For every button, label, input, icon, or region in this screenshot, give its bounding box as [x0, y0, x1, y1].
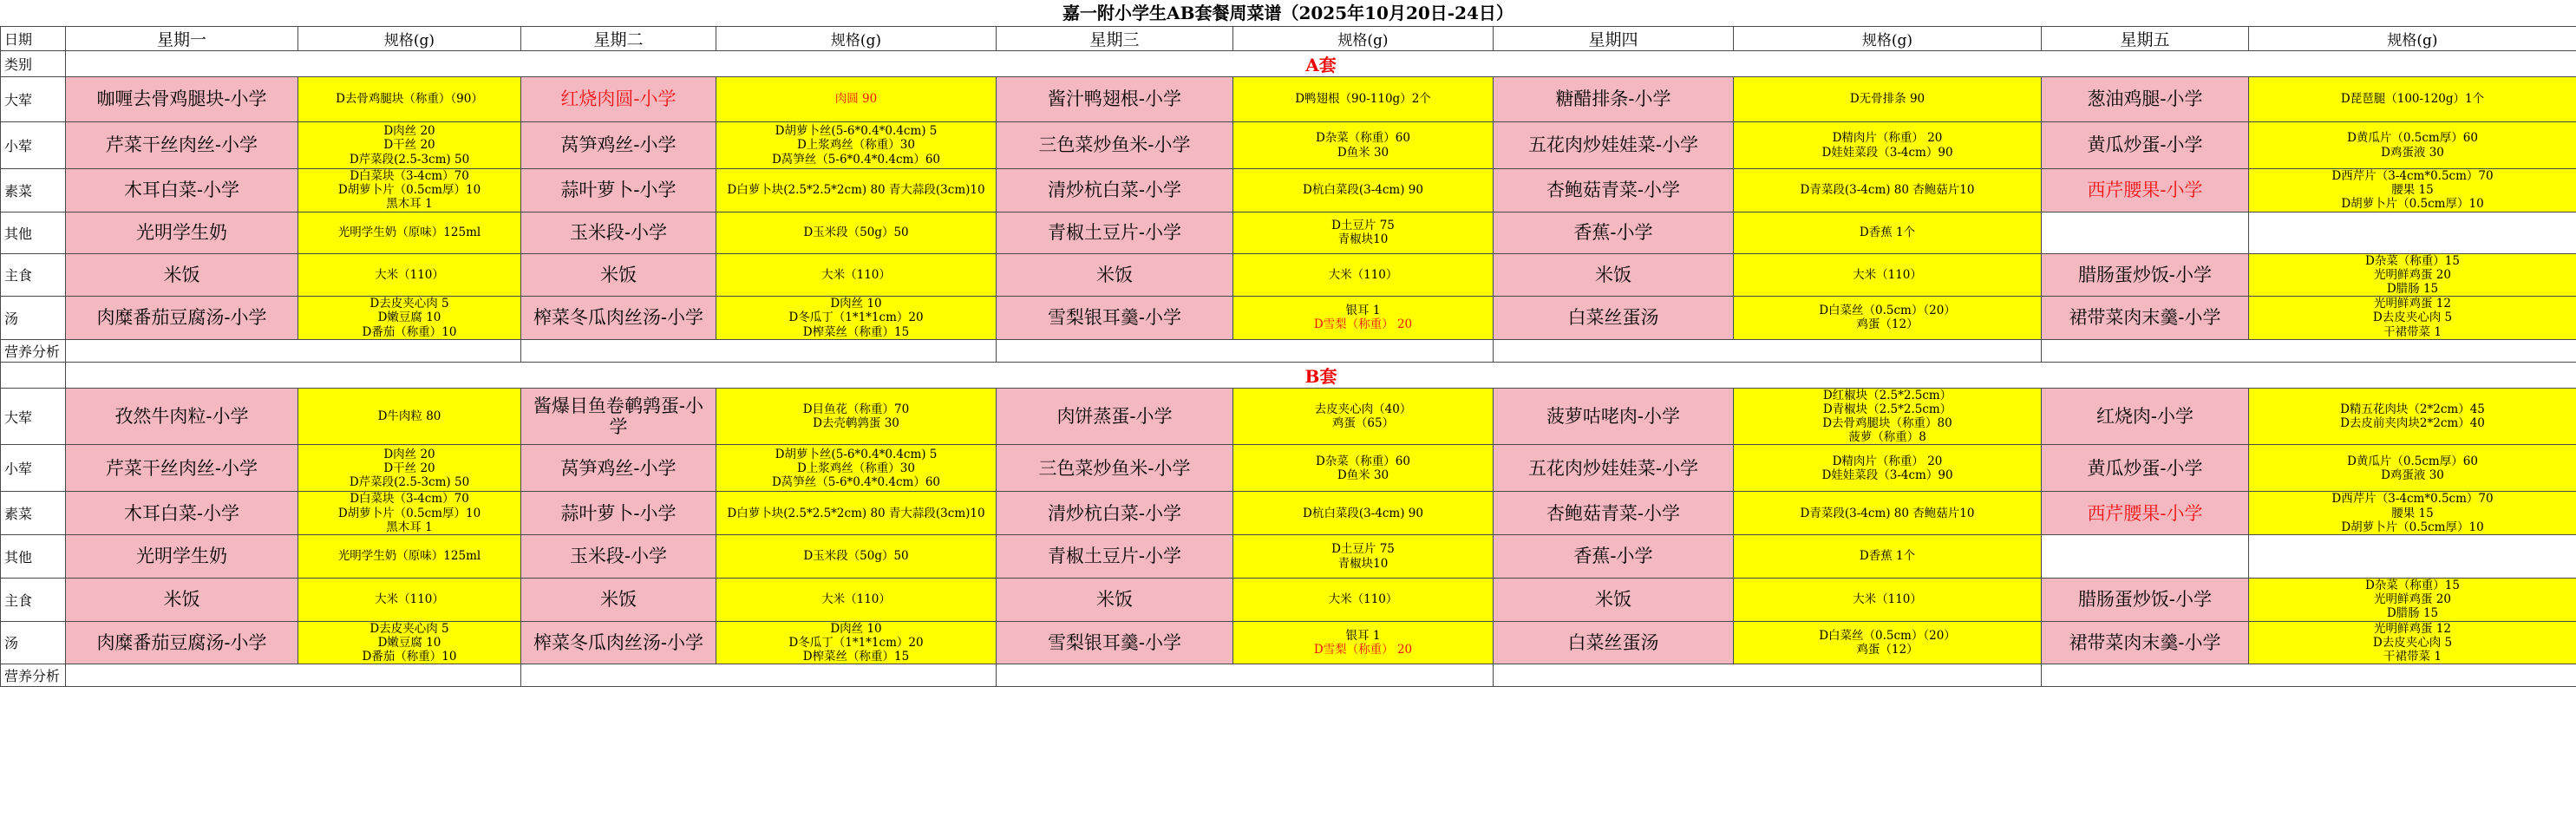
- dish-cell: [66, 253, 298, 297]
- nutrition-cell: [2042, 664, 2576, 687]
- spec-text: D青菜段(3-4cm) 80 杏鲍菇片10: [1800, 506, 1975, 520]
- dish-cell: [997, 253, 1233, 297]
- dish-name: 黄瓜炒蛋-小学: [2087, 134, 2203, 156]
- spec-cell: [1233, 388, 1494, 445]
- dish-name: 清炒杭白菜-小学: [1047, 502, 1182, 524]
- menu-row: [1, 169, 2576, 213]
- dish-name: 米饭: [1595, 264, 1631, 285]
- spec-text: 大米（110）: [375, 267, 444, 282]
- dish-cell: [997, 388, 1233, 445]
- spec-cell: [2249, 212, 2576, 253]
- dish-name: 雪梨银耳羹-小学: [1047, 631, 1182, 653]
- nutrition-cell: [1494, 339, 2042, 362]
- dish-name: 白菜丝蛋汤: [1567, 631, 1659, 653]
- spec-text-highlight: D雪梨（称重） 20: [1313, 317, 1413, 332]
- dish-name: 三色菜炒鱼米-小学: [1038, 457, 1191, 479]
- spec-cell: [1734, 297, 2042, 340]
- spec-text: D青菜段(3-4cm) 80 杏鲍菇片10: [1800, 183, 1975, 198]
- spec-text: D去骨鸡腿块（称重）（90）: [336, 92, 483, 107]
- dish-cell: [1494, 169, 1734, 213]
- dish-name: 米饭: [600, 589, 637, 611]
- spec-text: 去皮夹心肉（40） 鸡蛋（65）: [1314, 402, 1412, 431]
- row-label: 素菜: [1, 169, 66, 213]
- spec-text: D肉丝 10 D冬瓜丁（1*1*1cm）20 D榨菜丝（称重）15: [788, 621, 924, 664]
- spec-cell: [716, 579, 997, 622]
- nutrition-cell: [521, 664, 997, 687]
- dish-cell: [66, 535, 298, 579]
- dish-cell: [2042, 77, 2249, 122]
- spec-text: D胡萝卜丝(5-6*0.4*0.4cm) 5 D上浆鸡丝（称重）30 D莴笋丝（5-6*0.4*0.4cm）60: [771, 447, 941, 490]
- dish-name: 青椒土豆片-小学: [1047, 546, 1182, 567]
- spec-text: D杂菜（称重）15 光明鲜鸡蛋 20 D腊肠 15: [2364, 579, 2460, 621]
- dish-name: 榨菜冬瓜肉丝汤-小学: [533, 307, 704, 329]
- spec-cell: [716, 169, 997, 213]
- category-row: [1, 51, 2576, 77]
- dish-cell: [521, 535, 716, 579]
- dish-cell: [521, 77, 716, 122]
- spec-text: D去皮夹心肉 5 D嫩豆腐 10 D番茄（称重）10: [362, 621, 457, 664]
- spec-text: 大米（110）: [821, 592, 891, 607]
- dish-cell: [997, 122, 1233, 169]
- row-label: 主食: [1, 579, 66, 622]
- dish-name: 咖喱去骨鸡腿块-小学: [96, 88, 267, 110]
- spec-cell: [2249, 169, 2576, 213]
- page-title: 嘉一附小学生AB套餐周菜谱（2025年10月20日-24日）: [1062, 3, 1514, 23]
- spec-cell: [716, 621, 997, 664]
- spec-cell: [298, 212, 521, 253]
- dish-name: 雪梨银耳羹-小学: [1047, 307, 1182, 329]
- set-label: B套: [66, 362, 2576, 388]
- row-label: 营养分析: [1, 339, 66, 362]
- dish-cell: [997, 579, 1233, 622]
- nutrition-cell: [2042, 339, 2576, 362]
- dish-cell: [2042, 122, 2249, 169]
- spec-cell: [1233, 77, 1494, 122]
- dish-cell: [2042, 388, 2249, 445]
- dish-cell: [997, 297, 1233, 340]
- dish-cell: [2042, 297, 2249, 340]
- spec-text: D玉米段（50g）50: [803, 549, 909, 564]
- spec-text: D杂菜（称重）60 D鱼米 30: [1315, 454, 1410, 482]
- dish-name: 玉米段-小学: [569, 546, 668, 567]
- nutrition-row: [1, 339, 2576, 362]
- spec-text: D胡萝卜丝(5-6*0.4*0.4cm) 5 D上浆鸡丝（称重）30 D莴笋丝（5-6*0.4*0.4cm）60: [771, 124, 941, 167]
- spec-cell: [1734, 77, 2042, 122]
- dish-cell: [66, 388, 298, 445]
- dish-cell: [997, 77, 1233, 122]
- spec-text-highlight: D雪梨（称重） 20: [1313, 642, 1413, 657]
- spec-text: D肉丝 10 D冬瓜丁（1*1*1cm）20 D榨菜丝（称重）15: [788, 297, 924, 339]
- spec-text: D白萝卜块(2.5*2.5*2cm) 80 青大蒜段(3cm)10: [727, 506, 985, 520]
- spec-cell: [2249, 253, 2576, 297]
- spec-cell: [298, 122, 521, 169]
- spec-cell: [716, 253, 997, 297]
- spec-cell: [298, 77, 521, 122]
- spec-cell: [2249, 535, 2576, 579]
- dish-name: 孜然牛肉粒-小学: [114, 405, 249, 427]
- spec-cell: [716, 212, 997, 253]
- spec-text: D白菜丝（0.5cm）（20） 鸡蛋（12）: [1819, 628, 1956, 657]
- row-label: 汤: [1, 297, 66, 340]
- menu-row: [1, 122, 2576, 169]
- set-row-blank: [1, 362, 66, 388]
- dish-cell: [66, 492, 298, 535]
- dish-name: 木耳白菜-小学: [123, 180, 240, 201]
- dish-cell: [1494, 535, 1734, 579]
- spec-text: D土豆片 75 青椒块10: [1331, 542, 1395, 571]
- spec-cell: [2249, 579, 2576, 622]
- spec-cell: [2249, 122, 2576, 169]
- spec-cell: [2249, 77, 2576, 122]
- dish-name: 光明学生奶: [136, 546, 227, 567]
- row-label: 大荤: [1, 77, 66, 122]
- dish-name: 米饭: [163, 589, 200, 611]
- dish-cell: [66, 122, 298, 169]
- row-label: 小荤: [1, 445, 66, 492]
- dish-cell: [1494, 77, 1734, 122]
- dish-name: 榨菜冬瓜肉丝汤-小学: [533, 631, 704, 653]
- date-label: 日期: [1, 27, 66, 51]
- set-label: A套: [66, 51, 2576, 77]
- dish-name: 三色菜炒鱼米-小学: [1038, 134, 1191, 156]
- row-label: 素菜: [1, 492, 66, 535]
- spec-text: D去皮夹心肉 5 D嫩豆腐 10 D番茄（称重）10: [362, 297, 457, 339]
- dish-cell: [1494, 621, 1734, 664]
- spec-cell: [716, 535, 997, 579]
- spec-cell: [1233, 253, 1494, 297]
- spec-text: D精五花肉块（2*2cm）45 D去皮前夹肉块2*2cm）40: [2340, 402, 2485, 431]
- spec-cell: [1734, 579, 2042, 622]
- dish-cell: [521, 297, 716, 340]
- spec-text: 大米（110）: [1328, 592, 1398, 607]
- dish-cell: [521, 253, 716, 297]
- dish-name: 光明学生奶: [136, 221, 227, 243]
- spec-text: D鸭翅根（90-110g）2个: [1295, 92, 1431, 107]
- dish-cell: [521, 388, 716, 445]
- dish-cell: [1494, 122, 1734, 169]
- dish-cell: [521, 579, 716, 622]
- dish-cell: [2042, 621, 2249, 664]
- row-label: 大荤: [1, 388, 66, 445]
- spec-cell: [716, 122, 997, 169]
- dish-name: 玉米段-小学: [569, 221, 668, 243]
- spec-text: D黄瓜片（0.5cm厚）60 D鸡蛋液 30: [2347, 131, 2478, 160]
- spec-text: 光明学生奶（原味）125ml: [337, 549, 481, 564]
- spec-text: D香蕉 1个: [1859, 225, 1916, 239]
- dish-name: 芹菜干丝肉丝-小学: [105, 457, 258, 479]
- dish-cell: [997, 445, 1233, 492]
- dish-name: 木耳白菜-小学: [123, 502, 240, 524]
- dish-name: 肉糜番茄豆腐汤-小学: [96, 307, 267, 329]
- day-header: 星期二: [521, 27, 716, 51]
- spec-cell: [1734, 535, 2042, 579]
- menu-row: [1, 253, 2576, 297]
- spec-cell: [2249, 297, 2576, 340]
- spec-header: 规格(g): [716, 27, 997, 51]
- dish-name: 莴笋鸡丝-小学: [560, 457, 677, 479]
- spec-cell: [1233, 492, 1494, 535]
- spec-cell: [1734, 253, 2042, 297]
- spec-header: 规格(g): [298, 27, 521, 51]
- dish-name: 米饭: [1096, 264, 1133, 285]
- dish-name: 莴笋鸡丝-小学: [560, 134, 677, 156]
- spec-text: 大米（110）: [821, 267, 891, 282]
- dish-cell: [1494, 297, 1734, 340]
- row-label: 营养分析: [1, 664, 66, 687]
- spec-text: D杂菜（称重）60 D鱼米 30: [1315, 131, 1410, 160]
- dish-name: 杏鲍菇青菜-小学: [1546, 502, 1681, 524]
- spec-text: D香蕉 1个: [1859, 549, 1916, 564]
- spec-cell: [2249, 621, 2576, 664]
- row-label: 汤: [1, 621, 66, 664]
- spec-cell: [298, 445, 521, 492]
- spec-text: D白萝卜块(2.5*2.5*2cm) 80 青大蒜段(3cm)10: [727, 183, 985, 198]
- spec-cell: [2249, 445, 2576, 492]
- dish-cell: [2042, 535, 2249, 579]
- spec-text: D红椒块（2.5*2.5cm） D青椒块（2.5*2.5cm） D去骨鸡腿块（称重）80 菠萝（称重）8: [1822, 388, 1952, 445]
- dish-name: 肉饼蒸蛋-小学: [1056, 405, 1173, 427]
- dish-name: 肉糜番茄豆腐汤-小学: [96, 631, 267, 653]
- dish-cell: [2042, 579, 2249, 622]
- spec-cell: [298, 492, 521, 535]
- weekly-menu-table: [0, 26, 2576, 687]
- spec-cell: [2249, 388, 2576, 445]
- dish-cell: [1494, 445, 1734, 492]
- spec-text: D精肉片（称重） 20 D娃娃菜段（3-4cm）90: [1821, 131, 1953, 160]
- spec-cell: [1734, 445, 2042, 492]
- dish-name: 米饭: [163, 264, 200, 285]
- dish-cell: [521, 445, 716, 492]
- spec-cell: [1233, 445, 1494, 492]
- spec-cell: [1734, 122, 2042, 169]
- dish-cell: [2042, 445, 2249, 492]
- spec-cell: [298, 297, 521, 340]
- dish-cell: [1494, 492, 1734, 535]
- menu-row: [1, 535, 2576, 579]
- dish-name: 黄瓜炒蛋-小学: [2087, 457, 2203, 479]
- header-row: [1, 27, 2576, 51]
- spec-text: D肉丝 20 D干丝 20 D芹菜段(2.5-3cm) 50: [349, 447, 470, 490]
- dish-cell: [66, 621, 298, 664]
- spec-text: D肉丝 20 D干丝 20 D芹菜段(2.5-3cm) 50: [349, 124, 470, 167]
- dish-cell: [997, 492, 1233, 535]
- spec-text: D琵琶腿（100-120g）1个: [2340, 92, 2485, 107]
- dish-cell: [1494, 253, 1734, 297]
- row-label: 主食: [1, 253, 66, 297]
- spec-text: D杂菜（称重）15 光明鲜鸡蛋 20 D腊肠 15: [2364, 253, 2460, 296]
- spec-text: D西芹片（3-4cm*0.5cm）70 腰果 15 D胡萝卜片（0.5cm厚）10: [2331, 169, 2494, 212]
- dish-cell: [1494, 212, 1734, 253]
- dish-cell: [1494, 579, 1734, 622]
- dish-cell: [521, 122, 716, 169]
- spec-text: 光明学生奶（原味）125ml: [337, 225, 481, 239]
- spec-cell: [1734, 492, 2042, 535]
- spec-text: 大米（110）: [1853, 592, 1922, 607]
- dish-cell: [521, 212, 716, 253]
- dish-cell: [66, 77, 298, 122]
- menu-row: [1, 77, 2576, 122]
- dish-name: 米饭: [1096, 589, 1133, 611]
- spec-text: D玉米段（50g）50: [803, 225, 909, 239]
- nutrition-cell: [66, 664, 521, 687]
- spec-cell: [716, 445, 997, 492]
- menu-row: [1, 492, 2576, 535]
- spec-text: 大米（110）: [375, 592, 444, 607]
- spec-text: 光明鲜鸡蛋 12 D去皮夹心肉 5 干裙带菜 1: [2372, 297, 2453, 339]
- dish-name: 芹菜干丝肉丝-小学: [105, 134, 258, 156]
- dish-name: 裙带菜肉末羹-小学: [2069, 631, 2221, 653]
- spec-header: 规格(g): [1734, 27, 2042, 51]
- spec-text: D白菜块（3-4cm）70 D胡萝卜片（0.5cm厚）10 黑木耳 1: [337, 169, 481, 212]
- dish-cell: [2042, 492, 2249, 535]
- day-header: 星期一: [66, 27, 298, 51]
- spec-text: D牛肉粒 80: [377, 409, 441, 423]
- menu-row: [1, 621, 2576, 664]
- dish-name: 香蕉-小学: [1573, 546, 1653, 567]
- spec-text: D土豆片 75 青椒块10: [1331, 218, 1395, 247]
- dish-name: 青椒土豆片-小学: [1047, 221, 1182, 243]
- spec-header: 规格(g): [1233, 27, 1494, 51]
- spec-cell: [1734, 169, 2042, 213]
- dish-name: 糖醋排条-小学: [1555, 88, 1671, 110]
- dish-name: 腊肠蛋炒饭-小学: [2077, 264, 2213, 285]
- dish-cell: [66, 579, 298, 622]
- menu-row: [1, 297, 2576, 340]
- dish-name: 酱爆目鱼卷鹌鹑蛋-小学: [533, 395, 704, 438]
- spec-cell: [1233, 579, 1494, 622]
- dish-name: 葱油鸡腿-小学: [2087, 88, 2203, 110]
- spec-text: D西芹片（3-4cm*0.5cm）70 腰果 15 D胡萝卜片（0.5cm厚）10: [2331, 492, 2494, 534]
- dish-cell: [997, 212, 1233, 253]
- spec-cell: [1233, 621, 1494, 664]
- dish-cell: [2042, 253, 2249, 297]
- spec-cell: [298, 621, 521, 664]
- dish-name: 蒜叶萝卜-小学: [560, 502, 677, 524]
- dish-name: 腊肠蛋炒饭-小学: [2077, 589, 2213, 611]
- spec-cell: [1734, 388, 2042, 445]
- nutrition-cell: [1494, 664, 2042, 687]
- dish-name: 米饭: [1595, 589, 1631, 611]
- spec-text: D无骨排条 90: [1849, 92, 1925, 107]
- row-label: 其他: [1, 535, 66, 579]
- dish-name: 菠萝咕咾肉-小学: [1546, 405, 1681, 427]
- spec-cell: [716, 492, 997, 535]
- dish-cell: [2042, 212, 2249, 253]
- dish-name: 蒜叶萝卜-小学: [560, 180, 677, 201]
- dish-cell: [521, 169, 716, 213]
- spec-cell: [298, 253, 521, 297]
- spec-text: 大米（110）: [1328, 267, 1398, 282]
- dish-cell: [66, 212, 298, 253]
- spec-cell: [1734, 621, 2042, 664]
- dish-cell: [66, 169, 298, 213]
- spec-text: D目鱼花（称重）70 D去壳鹌鹑蛋 30: [802, 402, 910, 431]
- spec-cell: [1233, 169, 1494, 213]
- nutrition-cell: [997, 664, 1494, 687]
- spec-text: 光明鲜鸡蛋 12 D去皮夹心肉 5 干裙带菜 1: [2372, 621, 2453, 664]
- nutrition-cell: [66, 339, 521, 362]
- dish-name: 西芹腰果-小学: [2087, 502, 2203, 524]
- nutrition-row: [1, 664, 2576, 687]
- spec-text: 肉圆 90: [834, 92, 878, 107]
- day-header: 星期三: [997, 27, 1233, 51]
- spec-text: D杭白菜段(3-4cm) 90: [1303, 506, 1423, 520]
- set-row: [1, 362, 2576, 388]
- spec-header: 规格(g): [2249, 27, 2576, 51]
- spec-text: D杭白菜段(3-4cm) 90: [1303, 183, 1423, 198]
- dish-name: 裙带菜肉末羹-小学: [2069, 307, 2221, 329]
- dish-cell: [997, 169, 1233, 213]
- spec-text: D黄瓜片（0.5cm厚）60 D鸡蛋液 30: [2347, 454, 2478, 482]
- spec-cell: [1233, 212, 1494, 253]
- dish-cell: [66, 297, 298, 340]
- dish-name: 五花肉炒娃娃菜-小学: [1527, 457, 1699, 479]
- category-label: 类别: [1, 51, 66, 77]
- spec-text: 大米（110）: [1853, 267, 1922, 282]
- dish-name: 西芹腰果-小学: [2087, 180, 2203, 201]
- spec-cell: [716, 388, 997, 445]
- dish-cell: [997, 621, 1233, 664]
- spec-cell: [1233, 297, 1494, 340]
- row-label: 其他: [1, 212, 66, 253]
- dish-name: 酱汁鸭翅根-小学: [1047, 88, 1182, 110]
- spec-text: 银耳 1: [1345, 628, 1381, 643]
- dish-cell: [66, 445, 298, 492]
- spec-cell: [1734, 212, 2042, 253]
- day-header: 星期五: [2042, 27, 2249, 51]
- dish-cell: [997, 535, 1233, 579]
- menu-row: [1, 212, 2576, 253]
- spec-text: D白菜丝（0.5cm）（20） 鸡蛋（12）: [1819, 304, 1956, 332]
- menu-row: [1, 445, 2576, 492]
- spec-text: D精肉片（称重） 20 D娃娃菜段（3-4cm）90: [1821, 454, 1953, 482]
- spec-cell: [1233, 122, 1494, 169]
- dish-name: 红烧肉圆-小学: [560, 88, 677, 110]
- dish-name: 香蕉-小学: [1573, 221, 1653, 243]
- spec-cell: [298, 579, 521, 622]
- dish-cell: [521, 492, 716, 535]
- spec-cell: [298, 535, 521, 579]
- spec-cell: [716, 77, 997, 122]
- menu-row: [1, 388, 2576, 445]
- dish-name: 清炒杭白菜-小学: [1047, 180, 1182, 201]
- spec-cell: [1233, 535, 1494, 579]
- spec-cell: [298, 169, 521, 213]
- dish-cell: [2042, 169, 2249, 213]
- menu-row: [1, 579, 2576, 622]
- day-header: 星期四: [1494, 27, 1734, 51]
- dish-name: 米饭: [600, 264, 637, 285]
- spec-text: 银耳 1: [1345, 304, 1381, 318]
- spec-cell: [2249, 492, 2576, 535]
- dish-name: 红烧肉-小学: [2095, 405, 2194, 427]
- dish-name: 杏鲍菇青菜-小学: [1546, 180, 1681, 201]
- spec-text: D白菜块（3-4cm）70 D胡萝卜片（0.5cm厚）10 黑木耳 1: [337, 492, 481, 534]
- dish-name: 五花肉炒娃娃菜-小学: [1527, 134, 1699, 156]
- spec-cell: [298, 388, 521, 445]
- dish-cell: [521, 621, 716, 664]
- spec-cell: [716, 297, 997, 340]
- row-label: 小荤: [1, 122, 66, 169]
- nutrition-cell: [997, 339, 1494, 362]
- nutrition-cell: [521, 339, 997, 362]
- dish-cell: [1494, 388, 1734, 445]
- dish-name: 白菜丝蛋汤: [1567, 307, 1659, 329]
